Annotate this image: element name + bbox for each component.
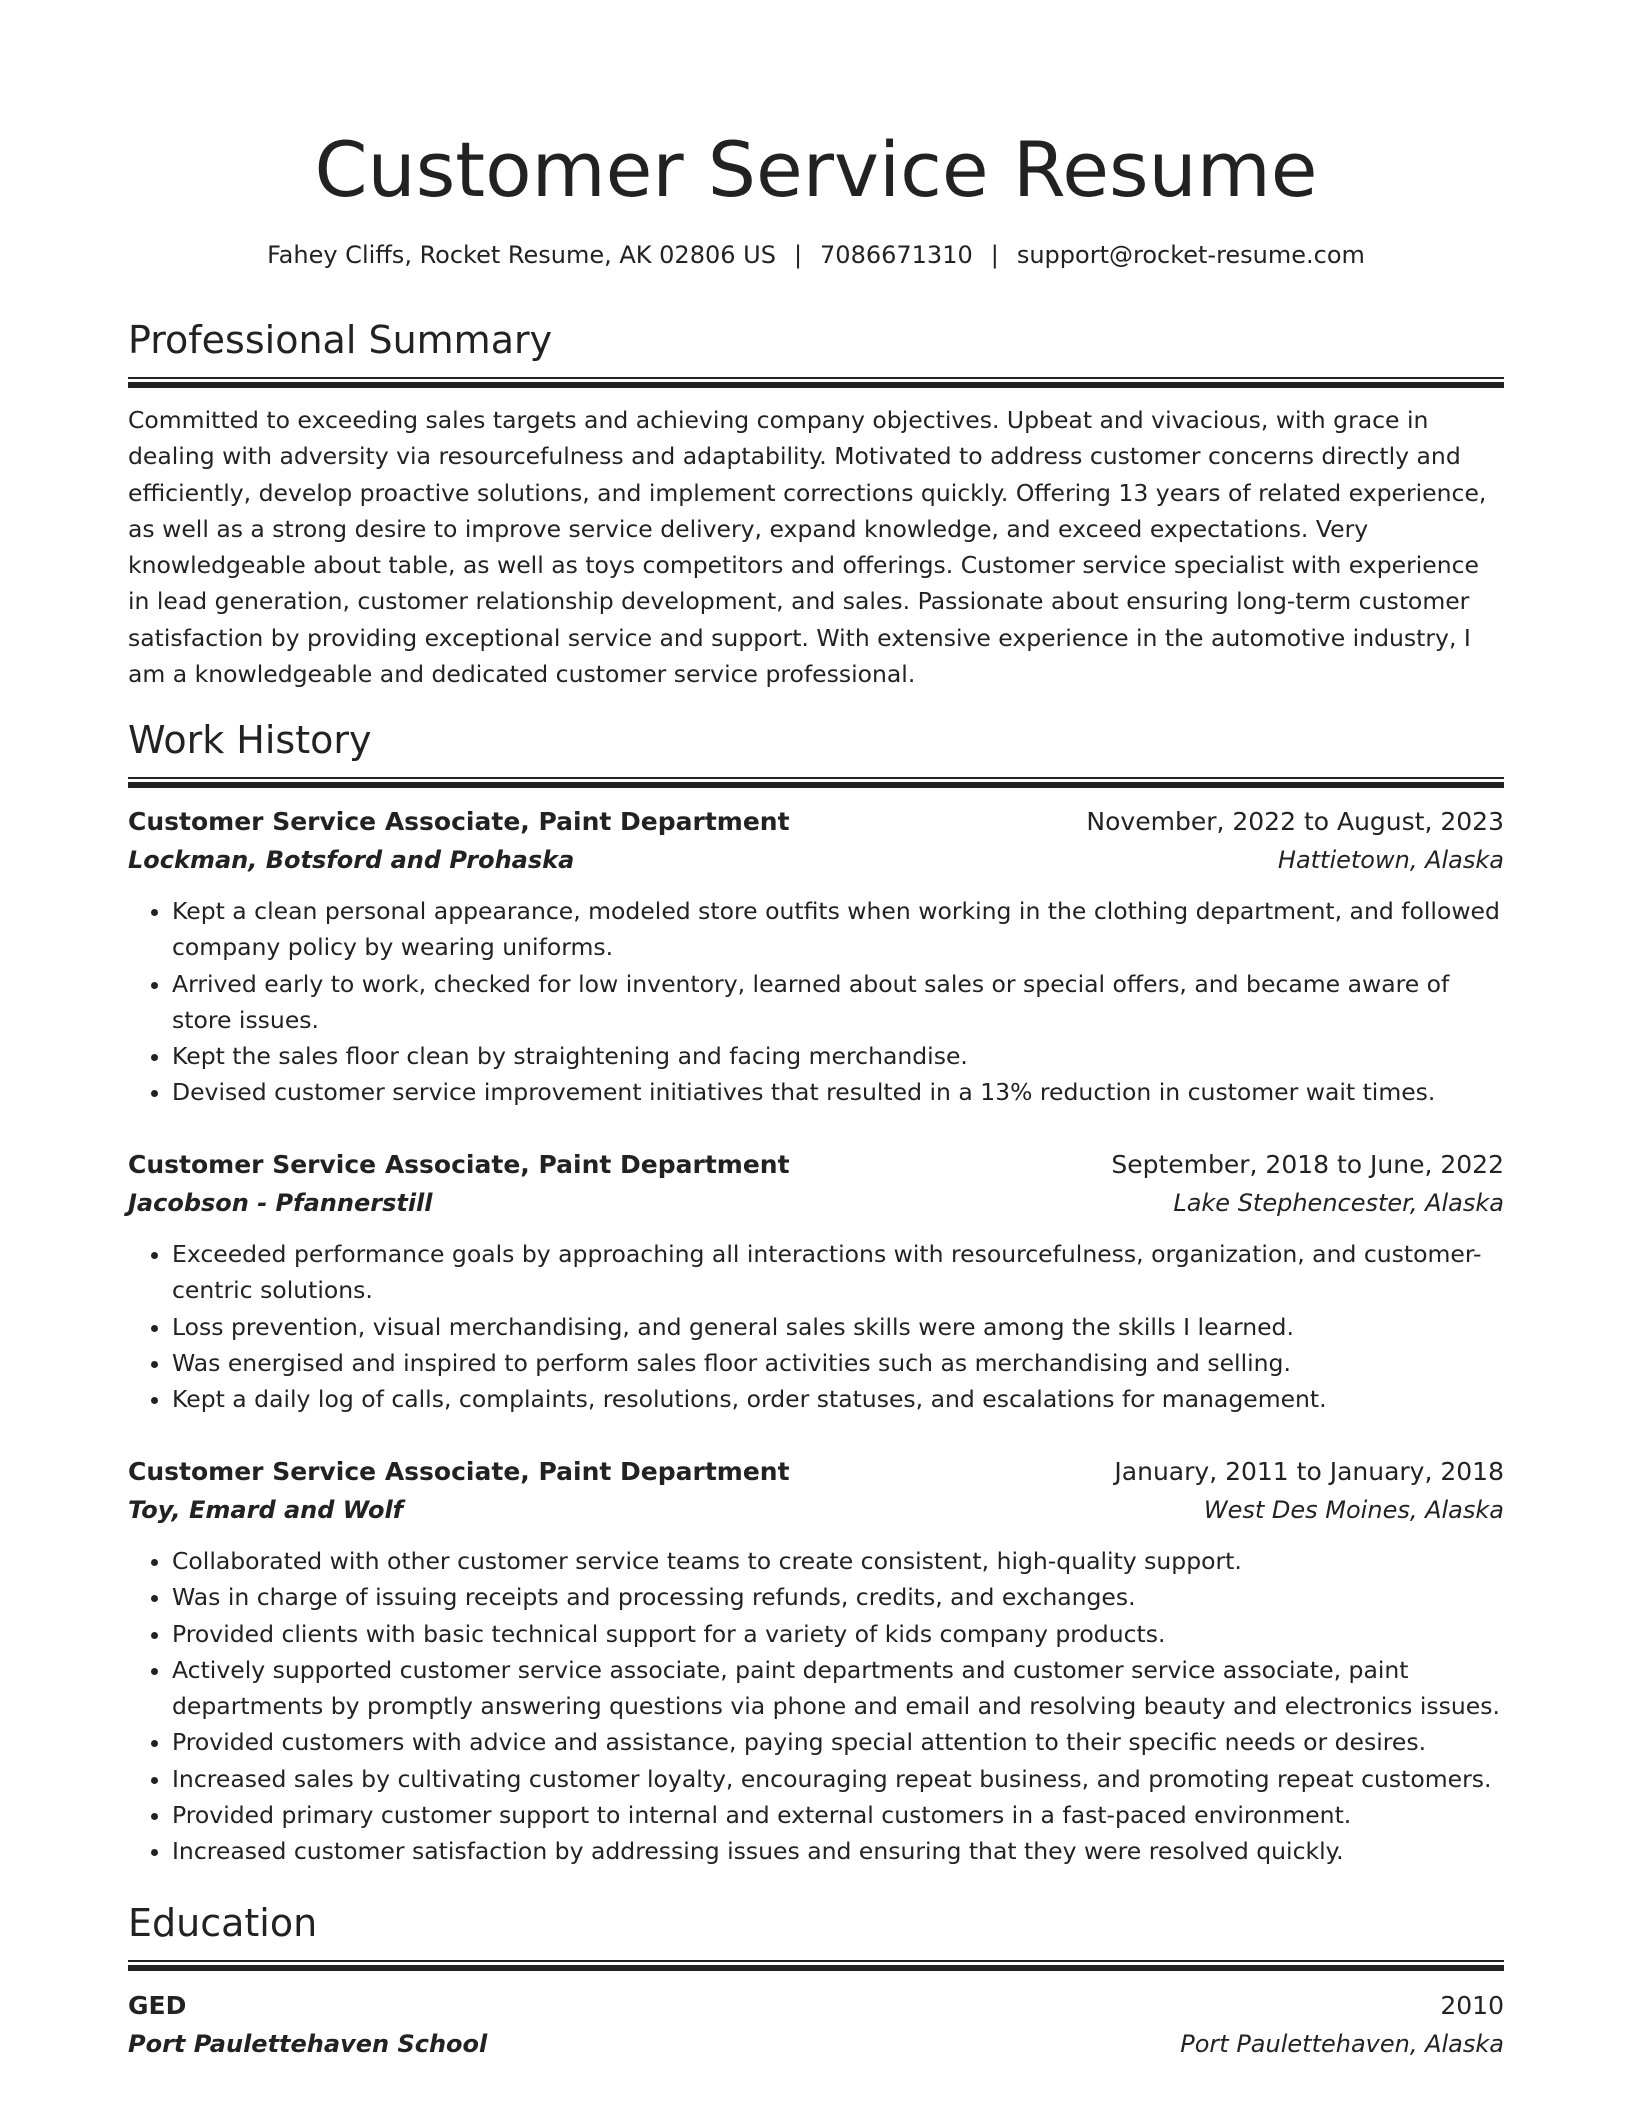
summary-heading: Professional Summary — [128, 318, 553, 362]
work-history-section — [128, 715, 1504, 788]
job-title: Customer Service Associate, Paint Department — [128, 807, 790, 836]
job-location: West Des Moines, Alaska — [1203, 1496, 1504, 1524]
education-section — [128, 1898, 1504, 1971]
education-degree: GED — [128, 1991, 187, 2020]
job-location: Lake Stephencester, Alaska — [1173, 1189, 1504, 1217]
list-item: • Kept a daily log of calls, complaints, resolutions, order statuses, and escalations for management. — [172, 1381, 1504, 1417]
education-heading: Education — [128, 1901, 318, 1945]
summary-section — [128, 315, 1504, 692]
education-entry — [128, 1987, 1504, 2063]
summary-text: Committed to exceeding sales targets and achieving company objectives. Upbeat and vivacious, with grace in dealing with adversity via resourcefulness and adaptability. Motivated to address customer concerns directly and efficiently, develop proactive solutions, and implement corrections quickly. Offering 13 years of related experience, as well as a strong desire to improve service delivery, expand knowledge, and exceed expectations. Very knowledgeable about table, as well as toys competitors and offerings. Customer service specialist with experience in lead generation, customer relationship development, and sales. Passionate about ensuring long-term customer satisfaction by providing exceptional service and support. With extensive experience in the automotive industry, I am a knowledgeable and dedicated customer service professional. — [128, 406, 1487, 689]
list-item: • Increased sales by cultivating customer loyalty, encouraging repeat business, and promoting repeat customers. — [172, 1761, 1504, 1797]
job-bullets — [128, 1543, 1504, 1870]
job-location: Hattietown, Alaska — [1277, 846, 1504, 874]
list-item: • Loss prevention, visual merchandising, and general sales skills were among the skills I learned. — [172, 1309, 1504, 1345]
section-divider — [128, 777, 1504, 788]
job-bullets — [128, 1236, 1504, 1417]
job-dates: September, 2018 to June, 2022 — [1111, 1150, 1504, 1179]
contact-line — [128, 238, 1504, 272]
list-item: • Exceeded performance goals by approaching all interactions with resourcefulness, organization, and customer-centric solutions. — [172, 1236, 1504, 1309]
list-item: • Kept a clean personal appearance, modeled store outfits when working in the clothing department, and followed company policy by wearing uniforms. — [172, 893, 1504, 966]
list-item: • Provided primary customer support to internal and external customers in a fast-paced environment. — [172, 1797, 1504, 1833]
section-divider — [128, 377, 1504, 388]
list-item: • Was in charge of issuing receipts and processing refunds, credits, and exchanges. — [172, 1579, 1504, 1615]
list-item: • Devised customer service improvement initiatives that resulted in a 13% reduction in customer wait times. — [172, 1074, 1504, 1110]
education-location: Port Paulettehaven, Alaska — [1180, 2030, 1504, 2058]
list-item: • Arrived early to work, checked for low inventory, learned about sales or special offers, and became aware of store issues. — [172, 966, 1504, 1039]
resume-title: Customer Service Resume — [314, 125, 1318, 214]
contact-email: support@rocket-resume.com — [1016, 241, 1365, 269]
contact-separator: | — [793, 241, 803, 269]
job-bullets — [128, 893, 1504, 1111]
job-dates: January, 2011 to January, 2018 — [1114, 1457, 1504, 1486]
list-item: • Provided customers with advice and assistance, paying special attention to their specific needs or desires. — [172, 1724, 1504, 1760]
list-item: • Was energised and inspired to perform sales floor activities such as merchandising and selling. — [172, 1345, 1504, 1381]
job-entry — [128, 1453, 1504, 1870]
job-dates: November, 2022 to August, 2023 — [1086, 807, 1504, 836]
education-school: Port Paulettehaven School — [128, 2030, 488, 2058]
job-title: Customer Service Associate, Paint Department — [128, 1457, 790, 1486]
contact-phone: 7086671310 — [820, 241, 973, 269]
job-company: Toy, Emard and Wolf — [128, 1496, 404, 1524]
list-item: • Collaborated with other customer service teams to create consistent, high-quality support. — [172, 1543, 1504, 1579]
section-divider — [128, 1960, 1504, 1971]
list-item: • Actively supported customer service associate, paint departments and customer service associate, paint departments by promptly answering questions via phone and email and resolving beauty and electronics issues. — [172, 1652, 1504, 1725]
education-year: 2010 — [1440, 1991, 1504, 2020]
list-item: • Kept the sales floor clean by straightening and facing merchandise. — [172, 1038, 1504, 1074]
list-item: • Provided clients with basic technical support for a variety of kids company products. — [172, 1616, 1504, 1652]
contact-address: Fahey Cliffs, Rocket Resume, AK 02806 US — [267, 241, 776, 269]
job-entry — [128, 1146, 1504, 1417]
job-company: Lockman, Botsford and Prohaska — [128, 846, 575, 874]
list-item: • Increased customer satisfaction by addressing issues and ensuring that they were resolved quickly. — [172, 1833, 1504, 1869]
job-title: Customer Service Associate, Paint Department — [128, 1150, 790, 1179]
work-history-heading: Work History — [128, 718, 372, 762]
contact-separator: | — [990, 241, 999, 269]
job-entry — [128, 803, 1504, 1111]
job-company: Jacobson - Pfannerstill — [128, 1189, 433, 1217]
